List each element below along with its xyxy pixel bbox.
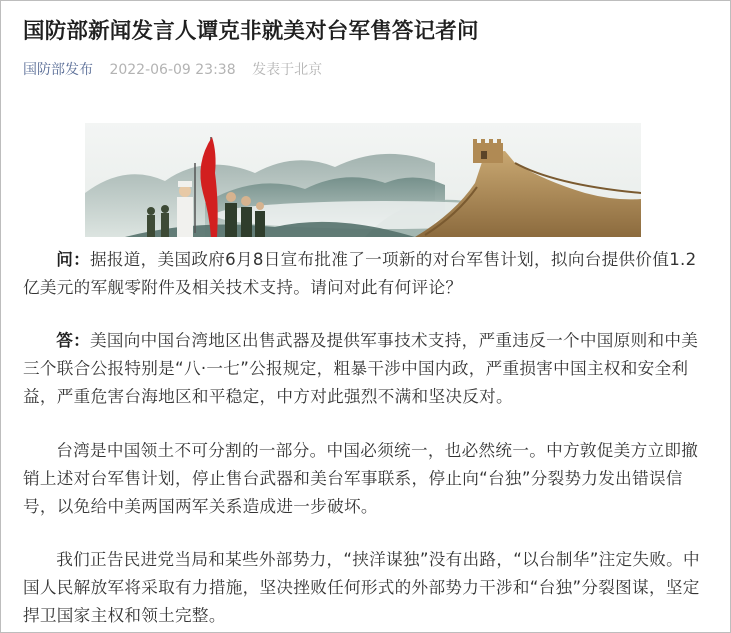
question-text: 据报道，美国政府6月8日宣布批准了一项新的对台军售计划，拟向台提供价值1.2亿美元的军舰零附件及相关技术支持。请问对此有何评论？	[23, 250, 697, 297]
body-paragraph	[23, 437, 713, 521]
answer-paragraph	[23, 327, 713, 411]
paragraph-text: 我们正告民进党当局和某些外部势力，“挟洋谋独”没有出路，“以台制华”注定失败。中国人民解放军将采取有力措施，坚决挫败任何形式的外部势力干涉和“台独”分裂图谋，坚定捍卫国家主权和领土完整。	[23, 550, 700, 625]
body-paragraph	[23, 546, 713, 630]
publish-date: 2022-06-09 23:38	[109, 62, 236, 78]
article-meta	[23, 60, 322, 80]
answer-lead: 答：	[56, 331, 90, 350]
guard-great-wall-illustration	[85, 123, 641, 237]
paragraph-text: 台湾是中国领土不可分割的一部分。中国必须统一，也必然统一。中方敦促美方立即撤销上述对台军售计划，停止售台武器和美台军事联系，停止向“台独”分裂势力发出错误信号，以免给中美两国两军关系造成进一步破坏。	[23, 441, 699, 516]
question-lead: 问：	[56, 250, 90, 269]
publish-location: 发表于北京	[252, 62, 323, 78]
source-link[interactable]: 国防部发布	[23, 62, 93, 78]
article-banner-image	[85, 123, 641, 237]
article-title: 国防部新闻发言人谭克非就美对台军售答记者问	[23, 19, 479, 44]
question-paragraph	[23, 246, 713, 302]
answer-text: 美国向中国台湾地区出售武器及提供军事技术支持，严重违反一个中国原则和中美三个联合公报特别是“八·一七”公报规定，粗暴干涉中国内政，严重损害中国主权和安全利益，严重危害台海地区和平稳定，中方对此强烈不满和坚决反对。	[23, 331, 699, 406]
